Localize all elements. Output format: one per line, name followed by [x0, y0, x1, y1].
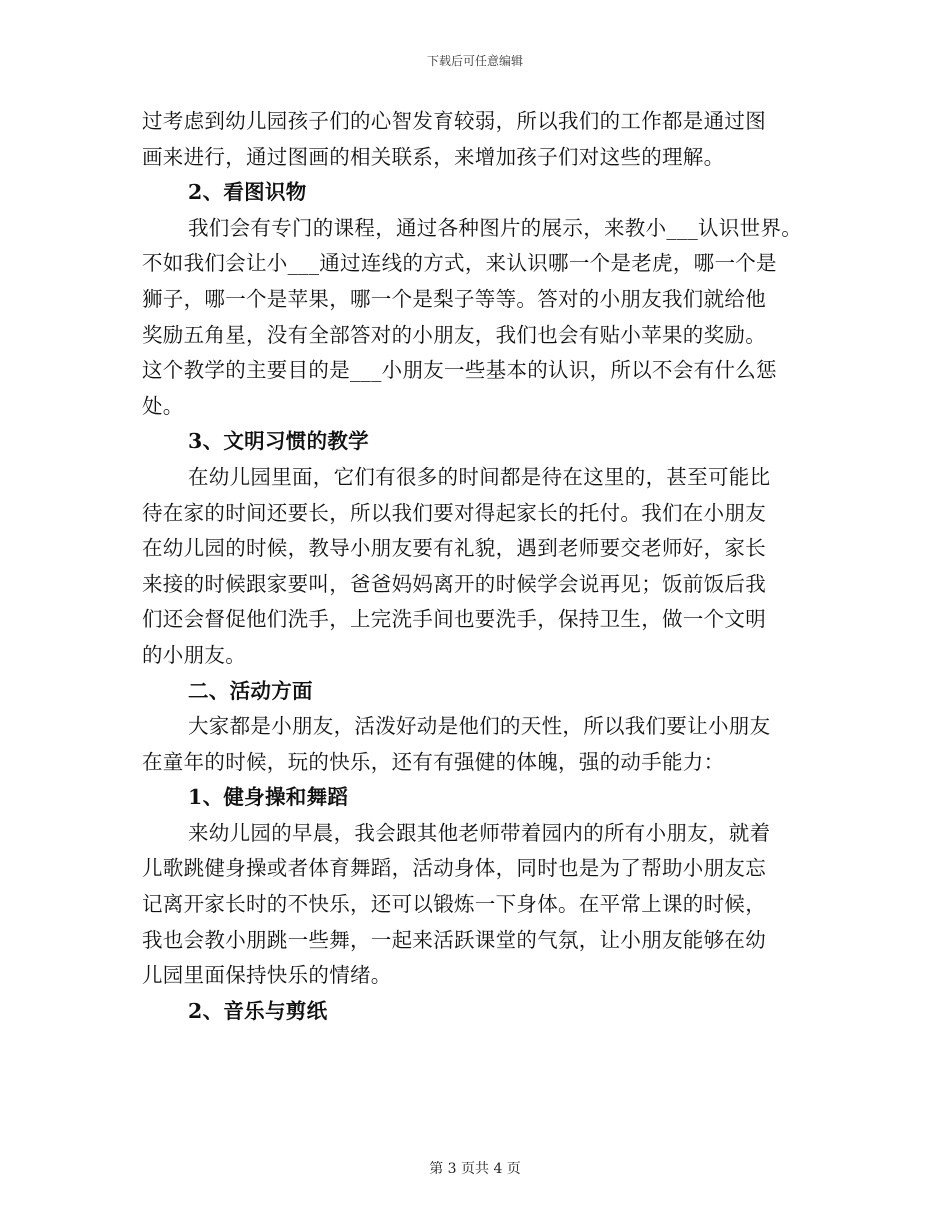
paragraph-line: 们还会督促他们洗手，上完洗手间也要洗手，保持卫生，做一个文明: [142, 607, 766, 632]
paragraph-line: 在幼儿园的时候，教导小朋友要有礼貌，遇到老师要交老师好，家长: [142, 536, 766, 561]
paragraph-line: 儿歌跳健身操或者体育舞蹈，活动身体，同时也是为了帮助小朋友忘: [142, 856, 766, 881]
page-footer: 第 3 页共 4 页: [429, 1161, 521, 1177]
paragraph-line: 画来进行，通过图画的相关联系，来增加孩子们对这些的理解。: [142, 144, 725, 169]
paragraph-line: 记离开家长时的不快乐，还可以锻炼一下身体。在平常上课的时候，: [142, 892, 766, 917]
paragraph-line: 待在家的时间还要长，所以我们要对得起家长的托付。我们在小朋友: [142, 500, 766, 525]
paragraph-line: 我们会有专门的课程，通过各种图片的展示，来教小___认识世界。: [188, 215, 803, 240]
section-heading: 2、看图识物: [188, 180, 307, 205]
paragraph-line: 在幼儿园里面，它们有很多的时间都是待在这里的，甚至可能比: [188, 464, 771, 489]
document-body: [142, 104, 822, 1029]
paragraph-line: 来幼儿园的早晨，我会跟其他老师带着园内的所有小朋友，就着: [188, 820, 771, 845]
paragraph-line: 的小朋友。: [142, 642, 246, 667]
page-header: 下载后可任意编辑: [426, 54, 523, 68]
paragraph-line: 我也会教小朋跳一些舞，一起来活跃课堂的气氛，让小朋友能够在幼: [142, 927, 766, 952]
paragraph-line: 来接的时候跟家要叫，爸爸妈妈离开的时候学会说再见；饭前饭后我: [142, 571, 766, 596]
section-heading: 1、健身操和舞蹈: [188, 785, 349, 810]
paragraph-line: 这个教学的主要目的是___小朋友一些基本的认识，所以不会有什么惩: [142, 358, 777, 383]
paragraph-line: 儿园里面保持快乐的情绪。: [142, 963, 392, 988]
paragraph-line: 奖励五角星，没有全部答对的小朋友，我们也会有贴小苹果的奖励。: [142, 322, 766, 347]
paragraph-line: 不如我们会让小___通过连线的方式，来认识哪一个是老虎，哪一个是: [142, 251, 777, 276]
paragraph-line: 狮子，哪一个是苹果，哪一个是梨子等等。答对的小朋友我们就给他: [142, 286, 766, 311]
paragraph-line: 在童年的时候，玩的快乐，还有有强健的体魄，强的动手能力：: [142, 749, 725, 774]
paragraph-line: 处。: [142, 393, 184, 418]
section-heading: 2、音乐与剪纸: [188, 998, 328, 1023]
paragraph-line: 过考虑到幼儿园孩子们的心智发育较弱，所以我们的工作都是通过图: [142, 109, 766, 133]
section-heading: 二、活动方面: [188, 678, 313, 703]
section-heading: 3、文明习惯的教学: [188, 429, 369, 454]
paragraph-line: 大家都是小朋友，活泼好动是他们的天性，所以我们要让小朋友: [188, 714, 771, 739]
